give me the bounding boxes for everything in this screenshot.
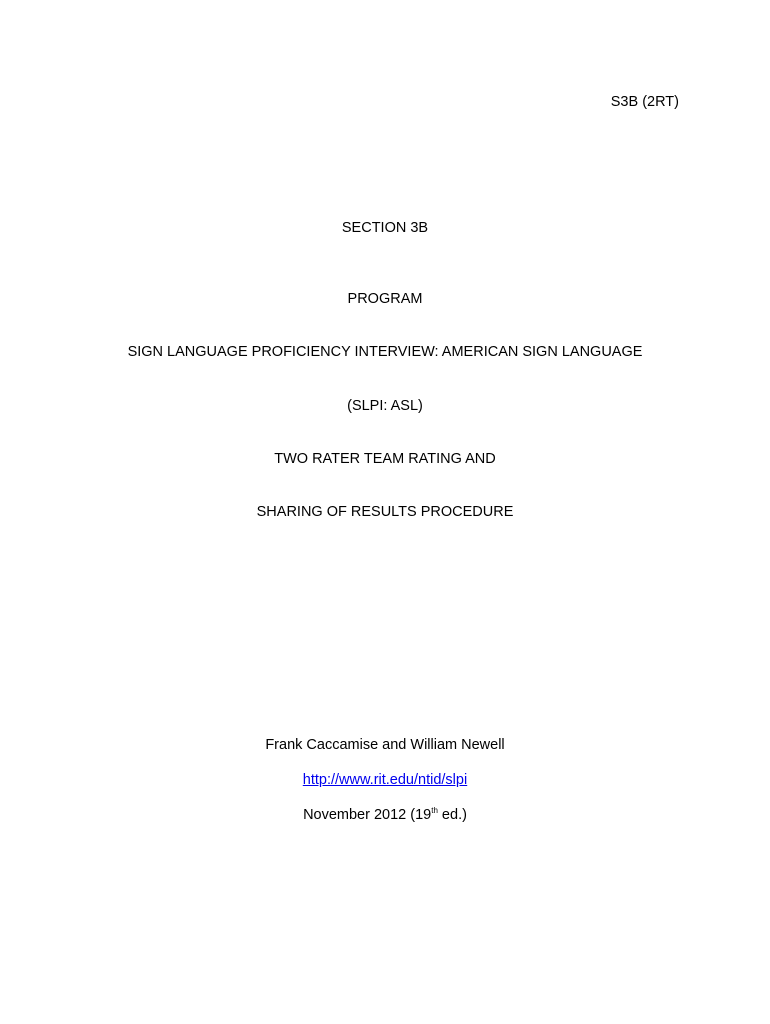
website-link[interactable]: http://www.rit.edu/ntid/slpi (302, 772, 468, 788)
url-line (0, 771, 770, 789)
document-code: S3B (2RT) (610, 94, 679, 110)
publication-date (0, 806, 770, 824)
date-prefix: November 2012 (19 (303, 807, 432, 823)
section-heading: SECTION 3B (341, 220, 429, 236)
date-suffix: ed.) (437, 807, 467, 823)
program-heading: PROGRAM (347, 291, 423, 307)
document-abbreviation: (SLPI: ASL) (347, 398, 423, 414)
subtitle-line-2: SHARING OF RESULTS PROCEDURE (256, 504, 514, 520)
subtitle-line-1: TWO RATER TEAM RATING AND (274, 451, 496, 467)
date-superscript: th (431, 806, 438, 816)
authors: Frank Caccamise and William Newell (265, 737, 505, 753)
document-title: SIGN LANGUAGE PROFICIENCY INTERVIEW: AMERICAN SIGN LANGUAGE (127, 344, 643, 360)
